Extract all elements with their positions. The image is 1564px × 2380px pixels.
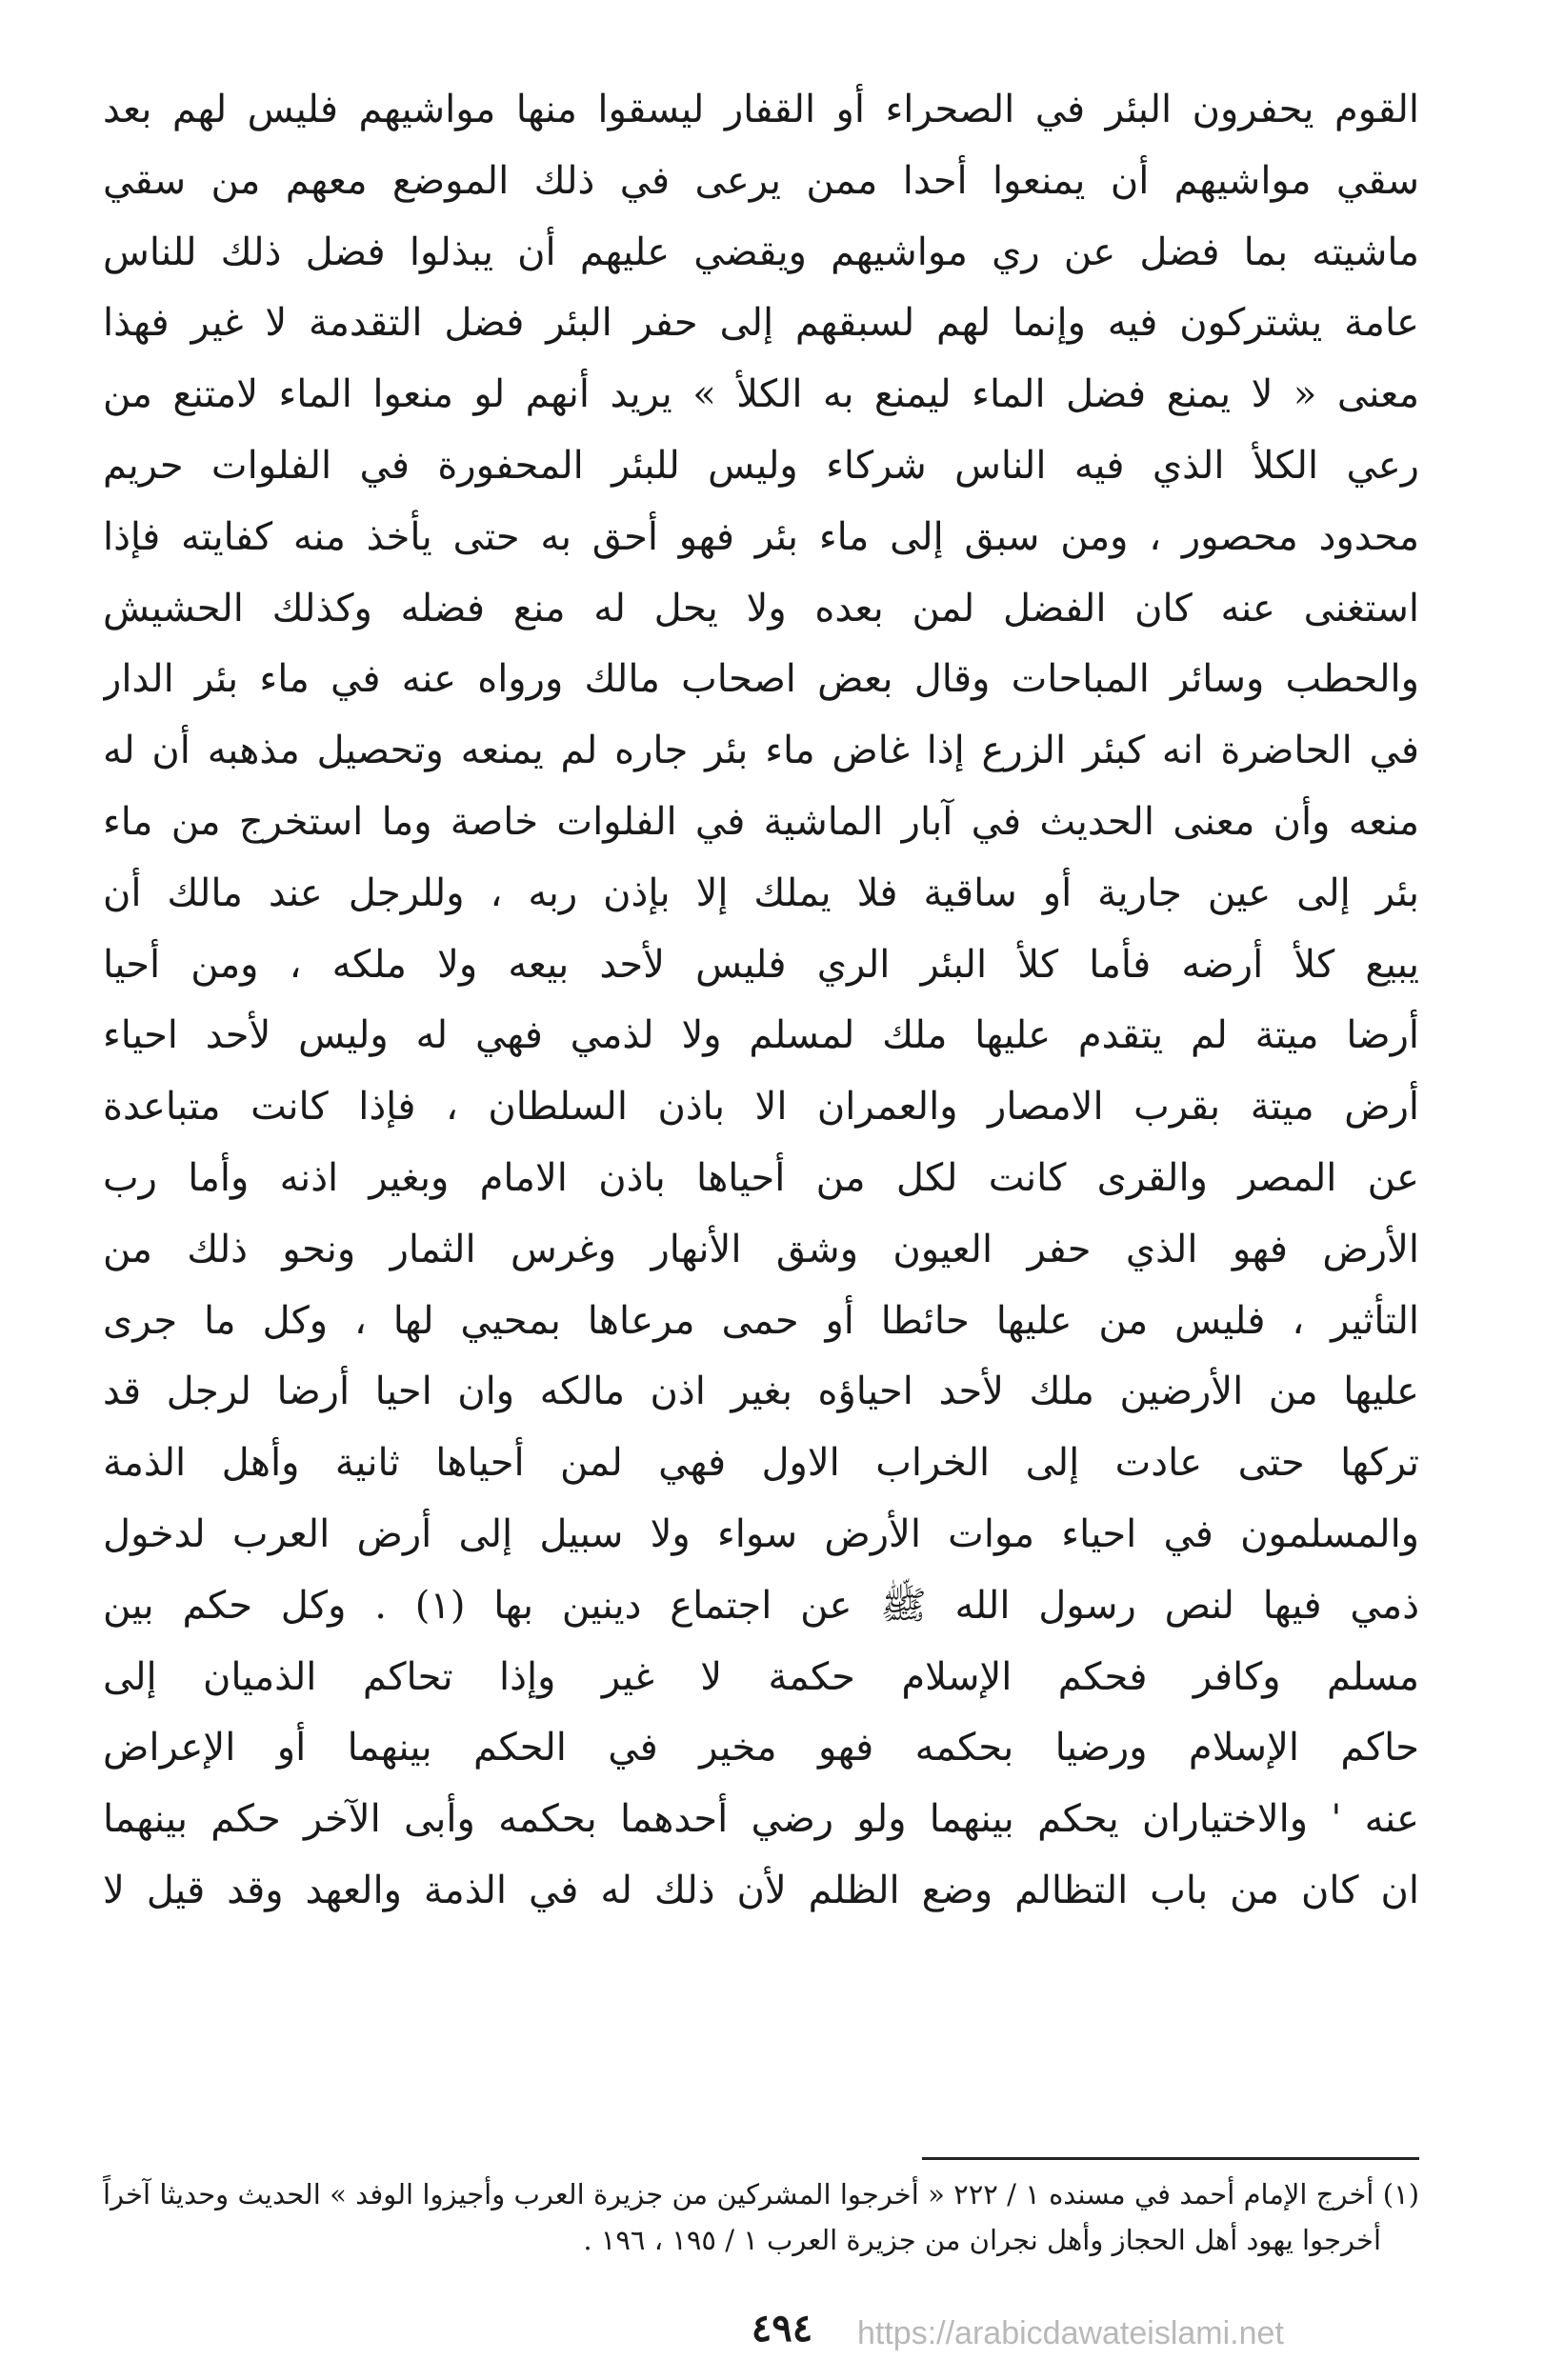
text-line-20: تركها حتى عادت إلى الخراب الاول فهي لمن أحياها ثانية وأهل الذمة — [103, 1441, 1419, 1486]
text-line-17: الأرض فهو الذي حفر العيون وشق الأنهار وغرس الثمار ونحو ذلك من — [103, 1227, 1419, 1271]
text-line-13: يبيع كلأ أرضه فأما كلأ البئر الري فليس لأحد بيعه ولا ملكه ، ومن أحيا — [103, 942, 1419, 987]
text-line-14: أرضا ميتة لم يتقدم عليها ملك لمسلم ولا لذمي فهي له وليس لأحد احياء — [103, 1013, 1419, 1058]
text-line-2: سقي مواشيهم أن يمنعوا أحدا ممن يرعى في ذلك الموضع معهم من سقي — [103, 158, 1419, 203]
text-line-24: حاكم الإسلام ورضيا بحكمه فهو مخير في الحكم بينهما أو الإعراض — [103, 1726, 1419, 1770]
text-line-9: والحطب وسائر المباحات وقال بعض اصحاب مالك ورواه عنه في ماء بئر الدار — [103, 657, 1419, 702]
text-line-26: ان كان من باب التظالم وضع الظلم لأن ذلك له في الذمة والعهد وقد قيل لا — [103, 1868, 1419, 1912]
footnote-divider — [922, 2157, 1419, 2160]
text-line-15: أرض ميتة بقرب الامصار والعمران الا باذن السلطان ، فإذا كانت متباعدة — [103, 1085, 1419, 1130]
text-line-3: ماشيته بما فضل عن ري مواشيهم ويقضي عليهم أن يبذلوا فضل ذلك للناس — [103, 230, 1419, 274]
text-line-23: مسلم وكافر فحكم الإسلام حكمة لا غير وإذا تحاكم الذميان إلى — [103, 1654, 1419, 1699]
footnotes — [103, 2171, 1419, 2263]
text-line-6: رعي الكلأ الذي فيه الناس شركاء وليس للبئر المحفورة في الفلوات حريم — [103, 443, 1419, 488]
text-line-22: ذمي فيها لنص رسول الله ﷺ عن اجتماع دينين بها (١) . وكل حكم بين — [103, 1583, 1419, 1628]
main-text — [103, 74, 1419, 1927]
page-number: ٤٩٤ — [751, 2306, 813, 2350]
text-line-5: معنى « لا يمنع فضل الماء ليمنع به الكلأ » يريد أنهم لو منعوا الماء لامتنع من — [103, 372, 1419, 417]
text-line-25: عنه ' والاختياران يحكم بينهما ولو رضي أحدهما بحكمه وأبى الآخر حكم بينهما — [103, 1797, 1419, 1842]
text-line-10: في الحاضرة انه كبئر الزرع إذا غاض ماء بئر جاره لم يمنعه وتحصيل مذهبه أن له — [103, 729, 1419, 773]
text-line-8: استغنى عنه كان الفضل لمن بعده ولا يحل له منع فضله وكذلك الحشيش — [103, 586, 1419, 630]
text-line-4: عامة يشتركون فيه وإنما لهم لسبقهم إلى حفر البئر فضل التقدمة لا غير فهذا — [103, 301, 1419, 346]
text-line-1: القوم يحفرون البئر في الصحراء أو القفار ليسقوا منها مواشيهم فليس لهم بعد — [103, 88, 1419, 131]
watermark-url: https://arabicdawateislami.net — [857, 2315, 1284, 2351]
text-line-11: منعه وأن معنى الحديث في آبار الماشية في الفلوات خاصة وما استخرج من ماء — [103, 799, 1419, 844]
text-line-21: والمسلمون في احياء موات الأرض سواء ولا سبيل إلى أرض العرب لدخول — [103, 1511, 1419, 1556]
footnote-line-1: (١) أخرج الإمام أحمد في مسنده ١ / ٢٢٢ « أخرجوا المشركين من جزيرة العرب وأجيزوا الوفد » الحديث وحديثا آخراً — [103, 2178, 1419, 2210]
text-line-19: عليها من الأرضين ملك لأحد احياؤه بغير اذن مالكه وان احيا أرضا لرجل قد — [103, 1370, 1419, 1414]
text-line-16: عن المصر والقرى كانت لكل من أحياها باذن الامام وبغير اذنه وأما رب — [103, 1155, 1419, 1200]
text-line-7: محدود محصور ، ومن سبق إلى ماء بئر فهو أحق به حتى يأخذ منه كفايته فإذا — [103, 514, 1419, 559]
text-line-12: بئر إلى عين جارية أو ساقية فلا يملك إلا بإذن ربه ، وللرجل عند مالك أن — [103, 870, 1419, 915]
footnote-line-2: أخرجوا يهود أهل الحجاز وأهل نجران من جزيرة العرب ١ / ١٩٥ ، ١٩٦ . — [583, 2224, 1381, 2256]
text-line-18: التأثير ، فليس من عليها حائطا أو حمى مرعاها بمحيي لها ، وكل ما جرى — [103, 1298, 1419, 1343]
